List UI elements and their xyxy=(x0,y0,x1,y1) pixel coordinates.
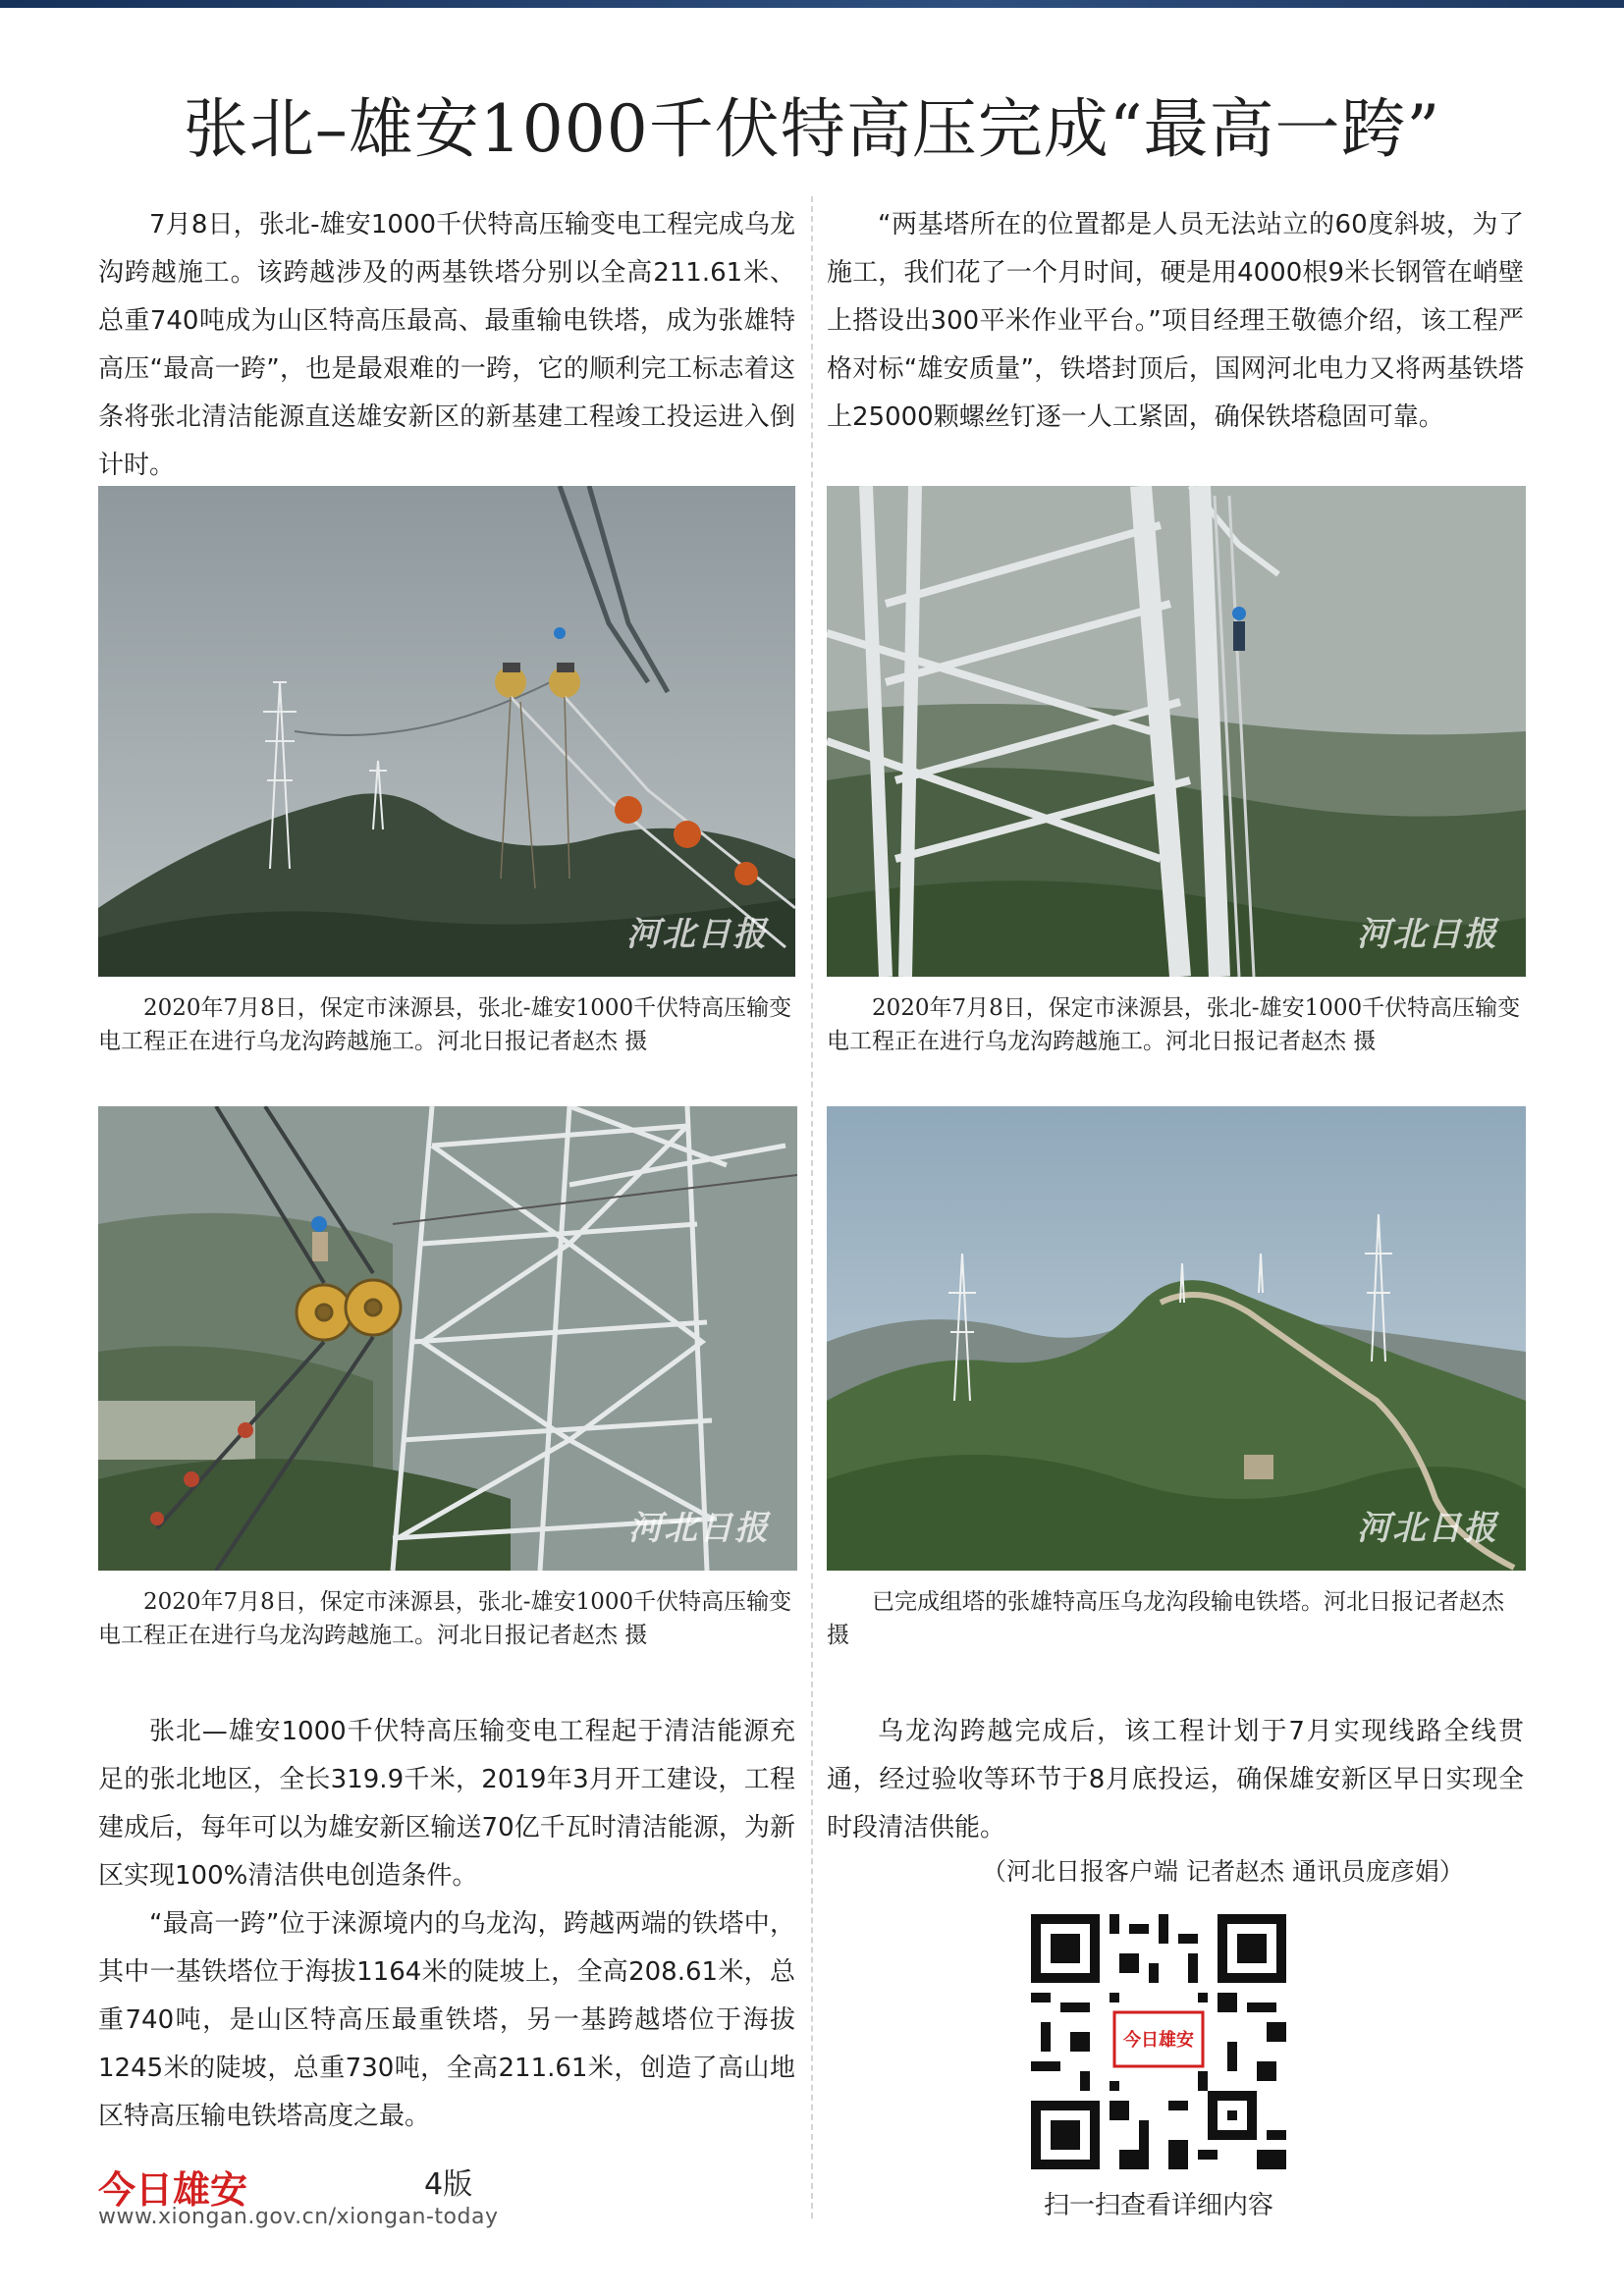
article-credit: （河北日报客户端 记者赵杰 通讯员庞彦娟） xyxy=(982,1857,1464,1886)
photo-3-watermark: 河北日报 xyxy=(628,1509,770,1548)
photo-4-caption: 已完成组塔的张雄特高压乌龙沟段输电铁塔。河北日报记者赵杰 摄 xyxy=(827,1589,1504,1648)
right-body xyxy=(827,1708,1524,1852)
left-body-paragraph-2: “最高一跨”位于涞源境内的乌龙沟，跨越两端的铁塔中，其中一基铁塔位于海拔1164米的陡坡上，全高208.61米，总重740吨，是山区特高压最重铁塔，另一基跨越塔位于海拔1245米的陡坡，总重730吨，全高211.61米，创造了高山地区特高压输电铁塔高度之最。 xyxy=(98,1909,795,2131)
photo-2-watermark: 河北日报 xyxy=(1357,915,1498,954)
photo-3-lattice-tower xyxy=(98,1106,797,1571)
site-url[interactable]: www.xiongan.gov.cn/xiongan-today xyxy=(98,2205,499,2229)
qr-center-logo: 今日雄安 xyxy=(1123,2030,1194,2051)
photo-1-caption: 2020年7月8日，保定市涞源县，张北-雄安1000千伏特高压输变电工程正在进行乌龙沟跨越施工。河北日报记者赵杰 摄 xyxy=(98,995,792,1054)
top-banner xyxy=(0,0,1624,8)
left-intro xyxy=(98,201,795,490)
photo-1-watermark: 河北日报 xyxy=(626,915,768,954)
left-body xyxy=(98,1708,795,2141)
photo-1-stringing-pulleys xyxy=(98,486,795,977)
left-body-paragraph-1: 张北—雄安1000千伏特高压输变电工程起于清洁能源充足的张北地区，全长319.9千米，2019年3月开工建设，工程建成后，每年可以为雄安新区输送70亿千瓦时清洁能源，为新区实现100%清洁供电创造条件。 xyxy=(98,1717,795,1891)
qr-code[interactable] xyxy=(1031,1914,1286,2169)
right-intro-paragraph: “两基塔所在的位置都是人员无法站立的60度斜坡，为了施工，我们花了一个月时间，硬是用4000根9米长钢管在峭壁上搭设出300平米作业平台。”项目经理王敬德介绍，该工程严格对标“雄安质量”，铁塔封顶后，国网河北电力又将两基铁塔上25000颗螺丝钉逐一人工紧固，确保铁塔稳固可靠。 xyxy=(827,210,1524,432)
column-divider xyxy=(811,196,813,2218)
photo-2-caption: 2020年7月8日，保定市涞源县，张北-雄安1000千伏特高压输变电工程正在进行乌龙沟跨越施工。河北日报记者赵杰 摄 xyxy=(827,995,1521,1054)
qr-label: 扫一扫查看详细内容 xyxy=(1043,2191,1273,2220)
right-body-paragraph: 乌龙沟跨越完成后，该工程计划于7月实现线路全线贯通，经过验收等环节于8月底投运，确保雄安新区早日实现全时段清洁供能。 xyxy=(827,1717,1524,1842)
photo-4-ridge-towers xyxy=(827,1106,1526,1571)
photo-3-caption: 2020年7月8日，保定市涞源县，张北-雄安1000千伏特高压输变电工程正在进行乌龙沟跨越施工。河北日报记者赵杰 摄 xyxy=(98,1589,792,1648)
left-intro-paragraph: 7月8日，张北-雄安1000千伏特高压输变电工程完成乌龙沟跨越施工。该跨越涉及的两基铁塔分别以全高211.61米、总重740吨成为山区特高压最高、最重输电铁塔，成为张雄特高压“最高一跨”，也是最艰难的一跨，它的顺利完工标志着这条将张北清洁能源直送雄安新区的新基建工程竣工投运进入倒计时。 xyxy=(98,210,795,480)
masthead-logo: 今日雄安 xyxy=(98,2167,248,2212)
page-number: 4版 xyxy=(424,2167,473,2202)
headline: 张北–雄安1000千伏特高压完成“最高一跨” xyxy=(183,91,1441,167)
photo-4-watermark: 河北日报 xyxy=(1357,1509,1498,1548)
photo-2-tower-climber xyxy=(827,486,1526,977)
right-intro xyxy=(827,201,1524,442)
